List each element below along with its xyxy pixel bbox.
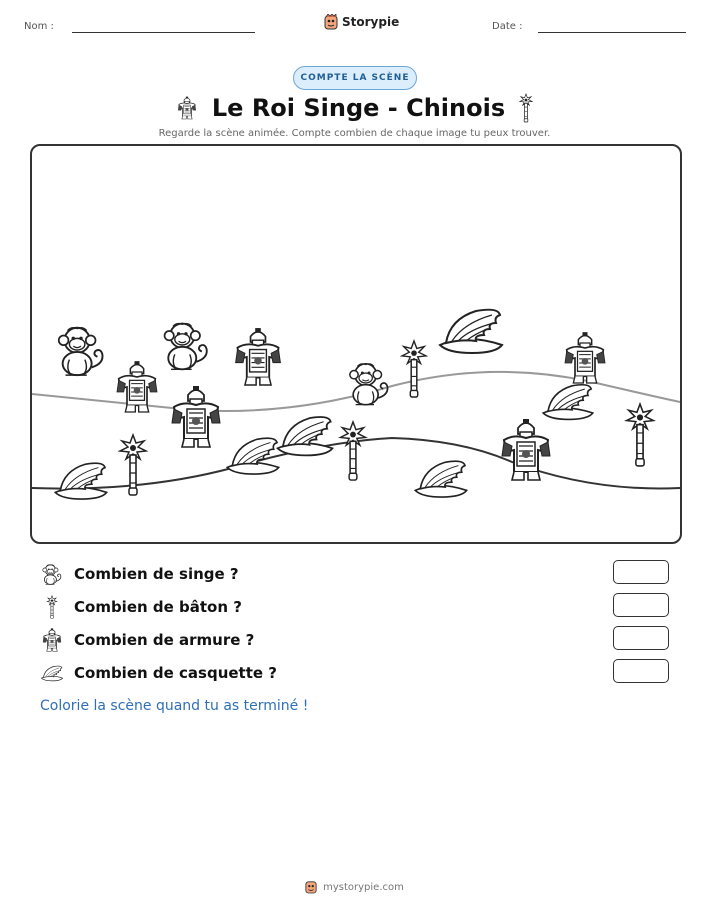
date-line[interactable] (538, 32, 686, 33)
answer-box-armor[interactable] (613, 626, 669, 650)
armor-icon (172, 386, 220, 447)
footer (0, 880, 709, 894)
instructions: Regarde la scène animée. Compte combien de chaque image tu peux trouver. (158, 128, 551, 139)
name-line[interactable] (72, 32, 255, 33)
armor-icon (117, 361, 157, 412)
armor-icon (40, 628, 64, 652)
staff-icon (40, 595, 64, 619)
feather-cap-icon (278, 417, 333, 455)
monkey-icon (165, 323, 207, 369)
title-row (0, 90, 709, 126)
feather-cap-icon (543, 385, 593, 420)
brand-logo (324, 14, 399, 30)
question-monkey (40, 561, 239, 587)
armor-icon (236, 328, 281, 385)
question-label: Combien de singe ? (74, 565, 239, 583)
feather-cap-icon (415, 461, 466, 497)
storypie-logo-icon (324, 14, 338, 30)
armor-icon (176, 95, 198, 121)
coloring-note: Colorie la scène quand tu as terminé ! (40, 698, 309, 714)
section-badge: COMPTE LA SCÈNE (293, 66, 417, 90)
feather-cap-icon (227, 438, 278, 474)
answer-box-monkey[interactable] (613, 560, 669, 584)
answer-box-cap[interactable] (613, 659, 669, 683)
armor-icon (565, 332, 605, 383)
name-label: Nom : (24, 21, 54, 32)
page-title: Le Roi Singe - Chinois (211, 94, 506, 122)
staff-icon (519, 93, 533, 123)
question-label: Combien de casquette ? (74, 664, 277, 682)
brand-name: Storypie (342, 15, 400, 29)
monkey-icon (40, 562, 64, 586)
feather-cap-icon (440, 310, 502, 353)
feather-cap-icon (40, 661, 64, 685)
staff-icon (402, 341, 426, 397)
monkey-icon (350, 364, 388, 405)
staff-icon (627, 404, 654, 466)
question-cap (40, 660, 277, 686)
question-label: Combien de bâton ? (74, 598, 242, 616)
question-armor (40, 627, 254, 653)
staff-icon (340, 422, 365, 480)
storypie-logo-icon (305, 880, 317, 894)
question-staff (40, 594, 242, 620)
answer-box-staff[interactable] (613, 593, 669, 617)
armor-icon (502, 419, 550, 480)
feather-cap-icon (55, 463, 106, 499)
scene-illustration (32, 146, 680, 542)
question-label: Combien de armure ? (74, 631, 255, 649)
scene-frame[interactable] (30, 144, 682, 544)
monkey-icon (59, 328, 103, 375)
date-label: Date : (492, 21, 523, 32)
footer-url[interactable]: mystorypie.com (323, 881, 404, 893)
